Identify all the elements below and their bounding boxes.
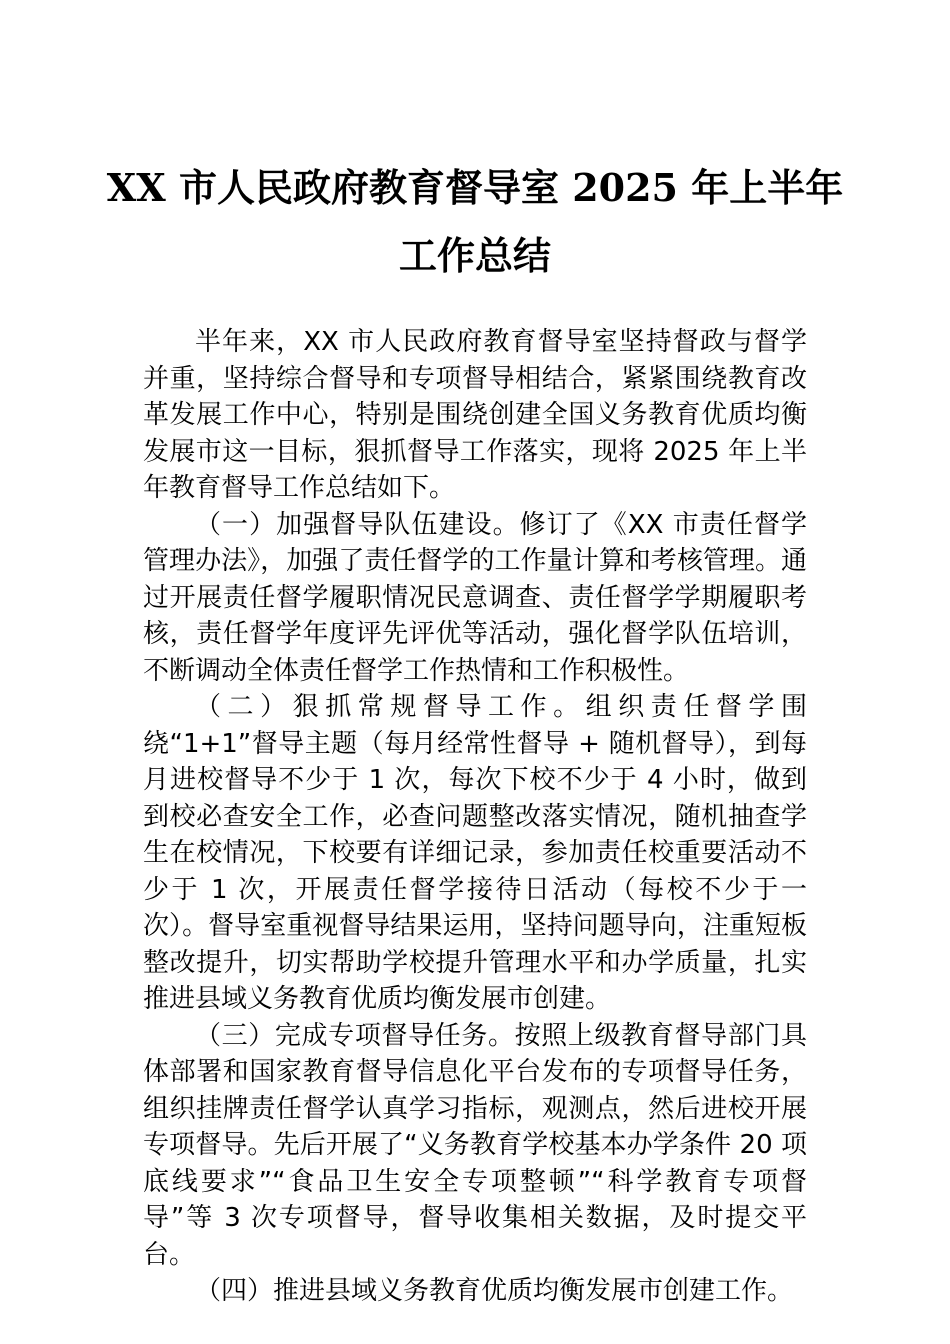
section-3-paragraph: （三）完成专项督导任务。按照上级教育督导部门具体部署和国家教育督导信息化平台发布的专项督导任务，组织挂牌责任督学认真学习指标，观测点，然后进校开展专项督导。先后开展了“义务教育学校基本办学条件 20 项底线要求”“食品卫生安全专项整顿”“科学教育专项督导”等 3 次专项督导，督导收集相关数据，及时提交平台。 xyxy=(143,1020,807,1270)
section-1-paragraph: （一）加强督导队伍建设。修订了《XX 市责任督学管理办法》，加强了责任督学的工作量计算和考核管理。通过开展责任督学履职情况民意调查、责任督学学期履职考核，责任督学年度评先评优等活动，强化督学队伍培训，不断调动全体责任督学工作热情和工作积极性。 xyxy=(143,509,807,686)
section-4-paragraph: （四）推进县域义务教育优质均衡发展市创建工作。 xyxy=(195,1276,794,1306)
document-body xyxy=(143,324,807,1310)
document-title-line-2: 工作总结 xyxy=(398,233,551,278)
document-title-line-1: XX 市人民政府教育督导室 2025 年上半年 xyxy=(106,165,844,210)
section-2-paragraph: （二）狠抓常规督导工作。组织责任督学围绕“1+1”督导主题（每月经常性督导 + 随机督导），到每月进校督导不少于 1 次，每次下校不少于 4 小时，做到到校必查安全工作，必查问题整改落实情况，随机抽查学生在校情况，下校要有详细记录，参加责任校重要活动不少于 1 次，开展责任督学接待日活动（每校不少于一次）。督导室重视督导结果运用，坚持问题导向，注重短板整改提升，切实帮助学校提升管理水平和办学质量，扎实推进县域义务教育优质均衡发展市创建。 xyxy=(143,692,807,1014)
intro-paragraph: 半年来，XX 市人民政府教育督导室坚持督政与督学并重，坚持综合督导和专项督导相结合，紧紧围绕教育改革发展工作中心，特别是围绕创建全国义务教育优质均衡发展市这一目标，狠抓督导工作落实，现将 2025 年上半年教育督导工作总结如下。 xyxy=(143,327,807,503)
